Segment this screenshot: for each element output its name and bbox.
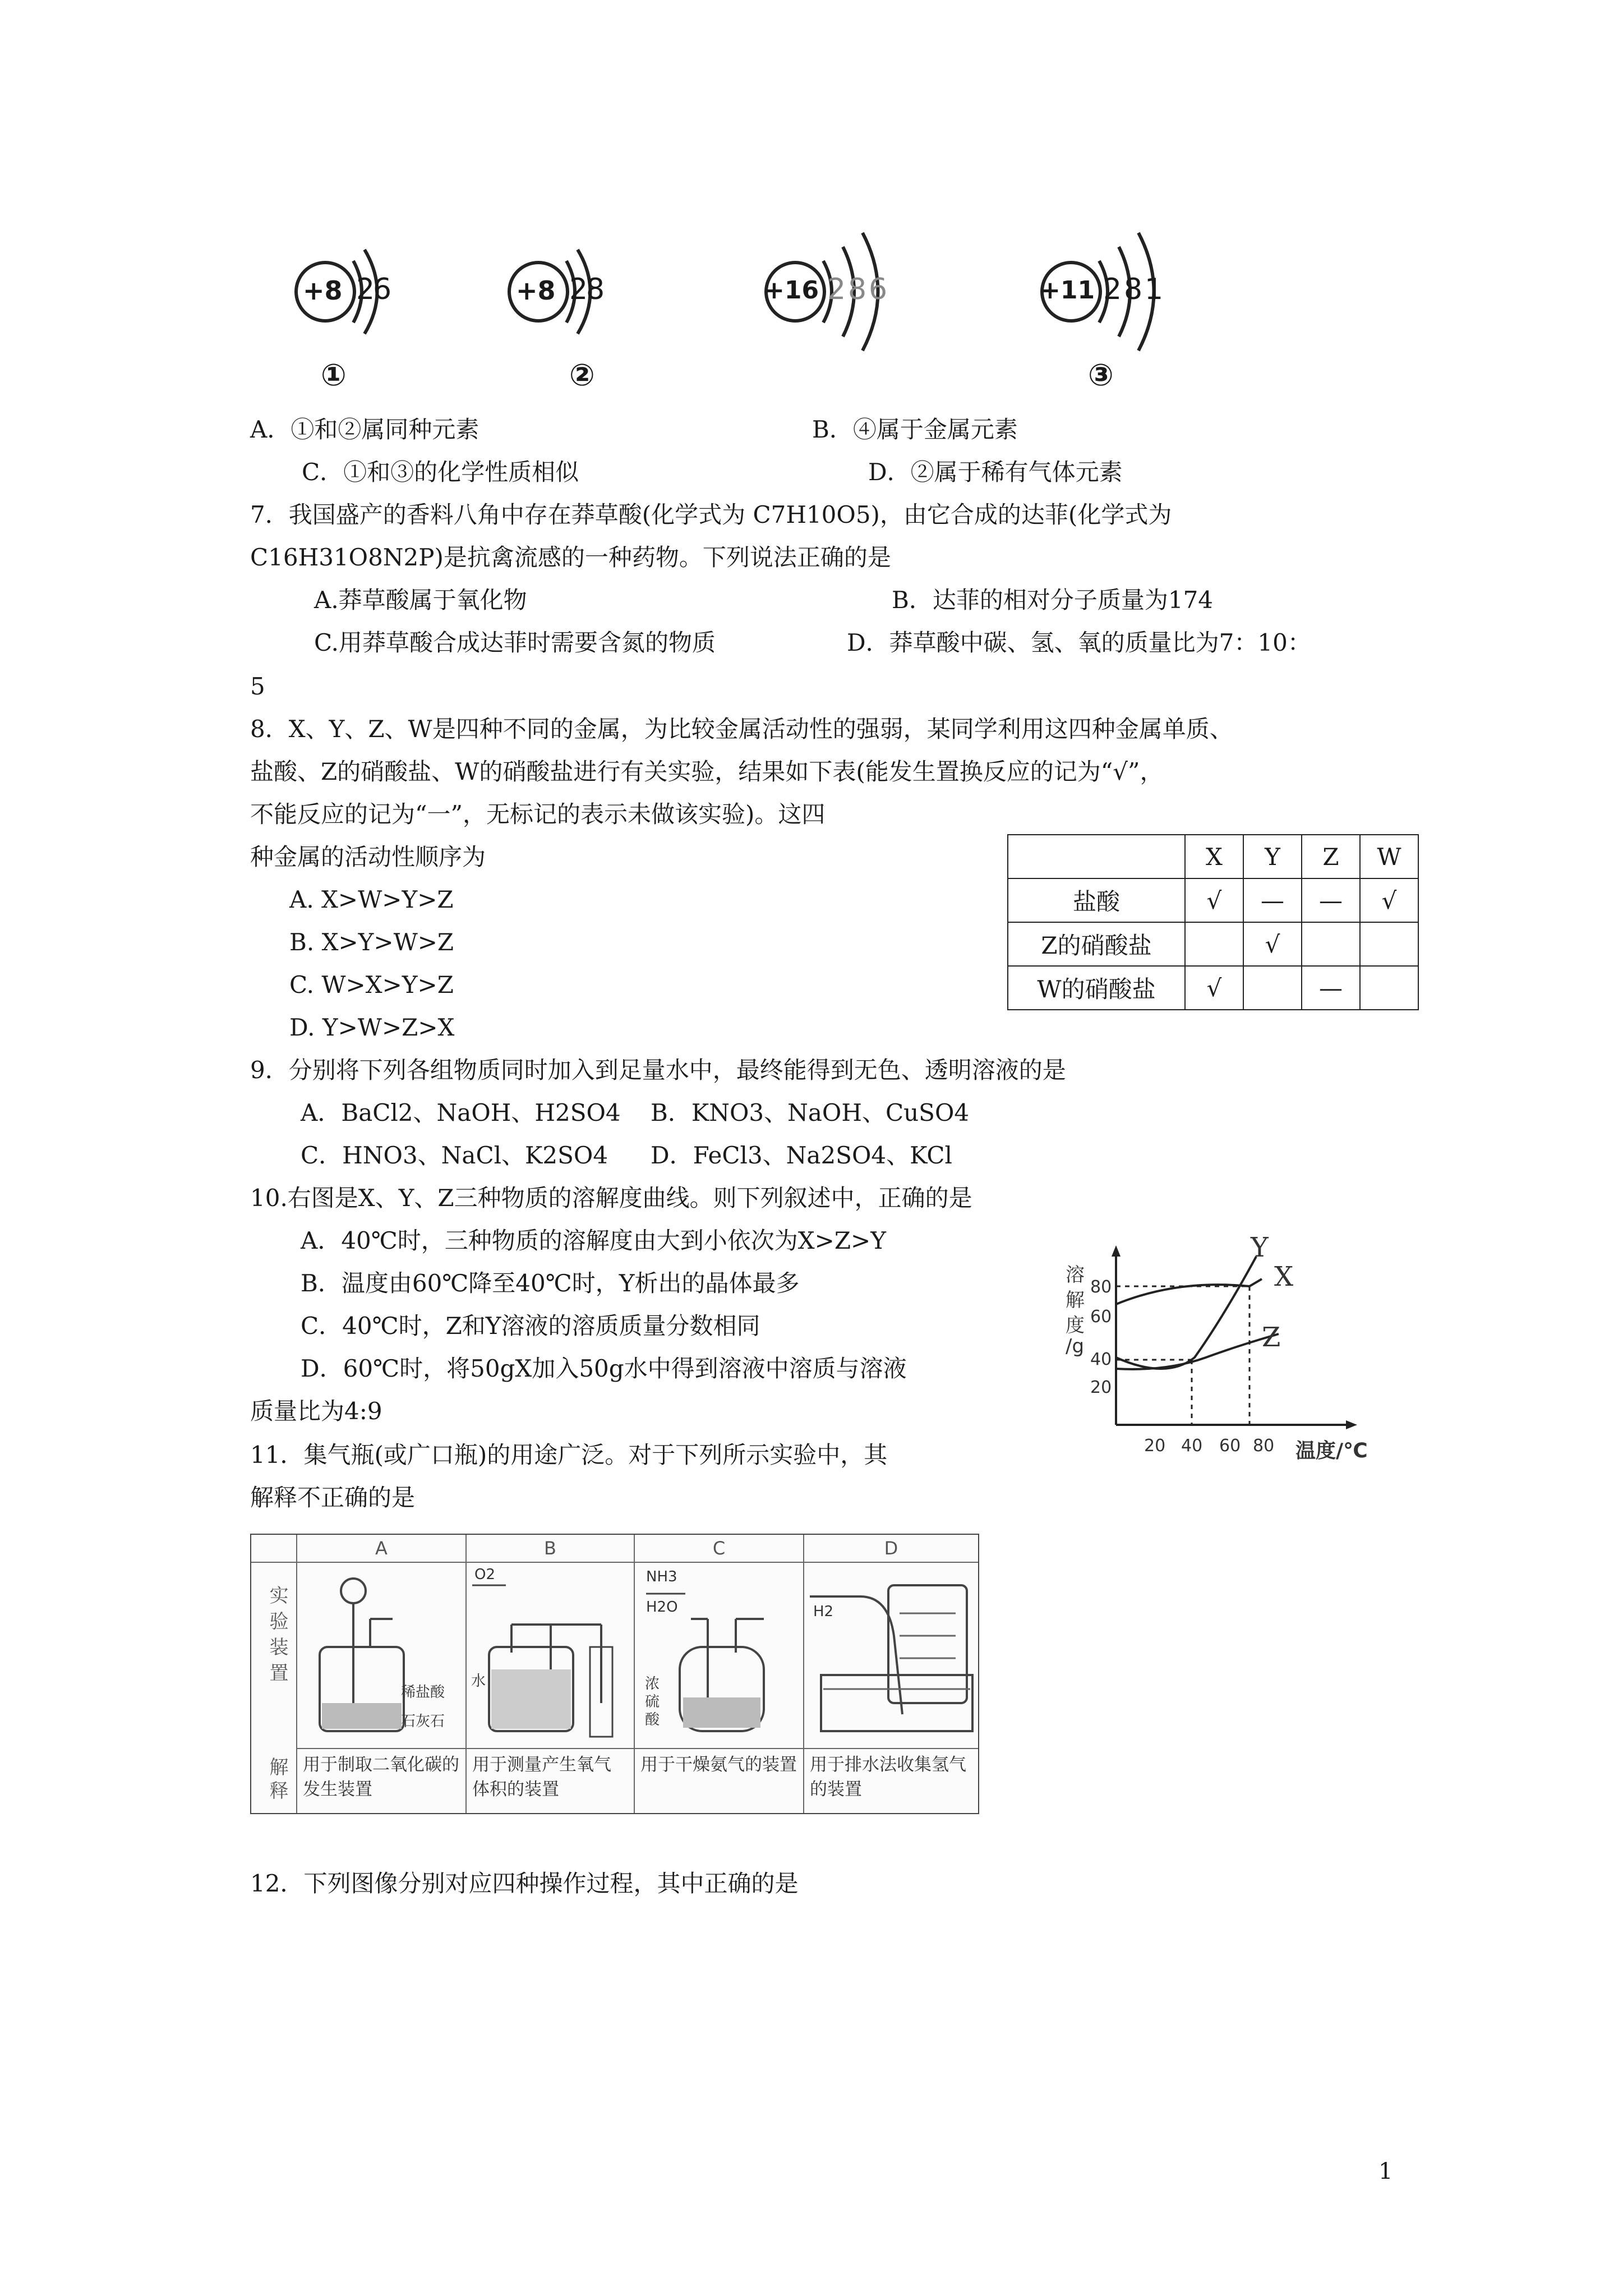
q9-stem: 9．分别将下列各组物质同时加入到足量水中，最终能得到无色、透明溶液的是 xyxy=(250,1056,1066,1084)
chart-ytick-60: 60 xyxy=(1090,1307,1112,1327)
label-h2o: H2O xyxy=(646,1599,678,1616)
device-c xyxy=(635,1563,803,1749)
atom1-label: ① xyxy=(321,357,347,393)
q8-stem-line3: 不能反应的记为“一”，无标记的表示未做该实验)。这四 xyxy=(250,800,826,828)
q8-option-b: B. X>Y>W>Z xyxy=(289,928,454,956)
col-c-letter: C xyxy=(635,1535,803,1563)
atom1-shell-2: 6 xyxy=(373,273,392,306)
atom2-nucleus: +8 xyxy=(516,275,556,306)
table-cell xyxy=(1185,922,1243,966)
table-cell: — xyxy=(1243,878,1302,922)
q9-option-c: C．HNO3、NaCl、K2SO4 xyxy=(301,1142,608,1169)
chart-ytick-40: 40 xyxy=(1090,1350,1112,1369)
curve-label-z: Z xyxy=(1262,1322,1281,1353)
label-h2: H2 xyxy=(813,1603,834,1620)
q7-option-b: B．达菲的相对分子质量为174 xyxy=(892,586,1214,614)
explain-d: 用于排水法收集氢气的装置 xyxy=(810,1755,966,1800)
chart-xtick-40: 40 xyxy=(1181,1436,1203,1456)
q6-option-a: A．①和②属同种元素 xyxy=(250,416,479,443)
table-cell: — xyxy=(1302,966,1360,1010)
table-row-head: W的硝酸盐 xyxy=(1008,966,1185,1010)
table-cell xyxy=(1302,922,1360,966)
atom4-shell-3: 1 xyxy=(1145,273,1164,306)
table-header-w: W xyxy=(1360,835,1418,878)
row-head-device: 实验装置 xyxy=(266,1585,288,1688)
table-header-z: Z xyxy=(1302,835,1360,878)
q10-option-a: A．40℃时，三种物质的溶解度由大到小依次为X>Z>Y xyxy=(301,1227,886,1254)
atom3-nucleus: +16 xyxy=(764,276,819,305)
page-number: 1 xyxy=(1378,2159,1393,2184)
explain-b: 用于测量产生氧气体积的装置 xyxy=(472,1755,611,1800)
atom1-shell-1: 2 xyxy=(356,273,375,306)
table-row-head: Z的硝酸盐 xyxy=(1008,922,1185,966)
label-o2: O2 xyxy=(474,1566,496,1583)
chart-ylabel-3: 度 xyxy=(1066,1314,1085,1337)
q8-option-c: C. W>X>Y>Z xyxy=(289,971,454,999)
device-d xyxy=(804,1563,978,1749)
atom3-shell-1: 2 xyxy=(827,273,846,306)
atom4-nucleus: +11 xyxy=(1040,276,1095,305)
q11-stem-line1: 11．集气瓶(或广口瓶)的用途广泛。对于下列所示实验中，其 xyxy=(250,1441,888,1469)
q7-stem-line2: C16H31O8N2P)是抗禽流感的一种药物。下列说法正确的是 xyxy=(250,544,891,571)
table-cell: √ xyxy=(1360,878,1418,922)
water-trough-d-icon xyxy=(804,1563,978,1748)
atom1-nucleus: +8 xyxy=(303,275,343,306)
atom2-shell-1: 2 xyxy=(569,273,588,306)
explain-c: 用于干燥氨气的装置 xyxy=(640,1755,797,1775)
col-b-letter: B xyxy=(467,1535,634,1563)
table-header-y: Y xyxy=(1243,835,1302,878)
table-cell: √ xyxy=(1185,966,1243,1010)
atom-diagram-1 xyxy=(280,222,426,367)
table-row-head: 盐酸 xyxy=(1008,878,1185,922)
table-cell: — xyxy=(1302,878,1360,922)
atom3-shell-3: 6 xyxy=(869,273,888,306)
table-row xyxy=(1008,966,1418,1010)
table-row xyxy=(1008,922,1418,966)
chart-ylabel-1: 溶 xyxy=(1066,1264,1085,1286)
table-header-x: X xyxy=(1185,835,1243,878)
table-row xyxy=(1008,878,1418,922)
atom2-shell-2: 8 xyxy=(586,273,605,306)
q7-option-c: C.用莽草酸合成达菲时需要含氮的物质 xyxy=(314,629,716,656)
table-cell xyxy=(1360,922,1418,966)
atom-diagram-2 xyxy=(494,222,639,367)
chart-xtick-80: 80 xyxy=(1253,1436,1275,1456)
explain-a: 用于制取二氧化碳的发生装置 xyxy=(303,1755,459,1800)
atom3-shell-2: 8 xyxy=(848,273,867,306)
chart-xtick-60: 60 xyxy=(1219,1436,1241,1456)
label-limestone: 石灰石 xyxy=(401,1713,445,1730)
reaction-table xyxy=(1007,834,1419,1010)
q6-option-d: D．②属于稀有气体元素 xyxy=(868,458,1123,486)
atom4-label: ③ xyxy=(1088,357,1114,393)
chart-xlabel: 温度/℃ xyxy=(1295,1439,1368,1462)
q9-option-a: A．BaCl2、NaOH、H2SO4 xyxy=(301,1099,621,1126)
q8-stem-line2: 盐酸、Z的硝酸盐、W的硝酸盐进行有关实验，结果如下表(能发生置换反应的记为“√”， xyxy=(250,758,1164,785)
apparatus-row-heads xyxy=(251,1535,297,1813)
label-nh3: NH3 xyxy=(646,1568,677,1585)
atom4-shell-1: 2 xyxy=(1103,273,1122,306)
device-b xyxy=(467,1563,634,1749)
curve-label-y: Y xyxy=(1251,1232,1269,1263)
q6-option-c: C．①和③的化学性质相似 xyxy=(302,458,579,486)
q9-option-b: B．KNO3、NaOH、CuSO4 xyxy=(651,1099,970,1126)
q7-option-d-cont: 5 xyxy=(250,673,265,700)
q10-option-b: B．温度由60℃降至40℃时，Y析出的晶体最多 xyxy=(301,1269,800,1297)
col-a-letter: A xyxy=(297,1535,465,1563)
q8-stem-line1: 8．X、Y、Z、W是四种不同的金属，为比较金属活动性的强弱，某同学利用这四种金属单质、 xyxy=(250,715,1233,743)
q10-option-d: D．60℃时，将50gX加入50g水中得到溶液中溶质与溶液 xyxy=(301,1355,907,1382)
chart-ytick-80: 80 xyxy=(1090,1277,1112,1297)
apparatus-col-b xyxy=(467,1535,635,1813)
q6-option-b: B．④属于金属元素 xyxy=(812,416,1018,443)
row-head-explain: 解释 xyxy=(266,1757,288,1804)
apparatus-col-d xyxy=(804,1535,978,1813)
q7-stem-line1: 7．我国盛产的香料八角中存在莽草酸(化学式为 C7H10O5)，由它合成的达菲(化学式为 xyxy=(250,501,1172,528)
q12-stem: 12．下列图像分别对应四种操作过程，其中正确的是 xyxy=(250,1870,799,1897)
q10-option-d-cont: 质量比为4:9 xyxy=(250,1397,382,1425)
table-cell xyxy=(1360,966,1418,1010)
q8-option-d: D. Y>W>Z>X xyxy=(289,1014,455,1041)
atom4-shell-2: 8 xyxy=(1124,273,1143,306)
table-cell: √ xyxy=(1243,922,1302,966)
q8-option-a: A. X>W>Y>Z xyxy=(289,886,454,913)
chart-ytick-20: 20 xyxy=(1090,1378,1112,1397)
table-cell xyxy=(1243,966,1302,1010)
label-conc-sulfuric: 浓硫酸 xyxy=(645,1676,660,1728)
label-water-b: 水 xyxy=(471,1673,486,1690)
q8-stem-line4: 种金属的活动性顺序为 xyxy=(250,843,486,871)
table-cell xyxy=(1008,835,1185,878)
table-cell: √ xyxy=(1185,878,1243,922)
q10-stem: 10.右图是X、Y、Z三种物质的溶解度曲线。则下列叙述中，正确的是 xyxy=(250,1184,972,1212)
curve-label-x: X xyxy=(1274,1261,1294,1292)
apparatus-table xyxy=(250,1534,979,1814)
label-hydrochloric-acid: 稀盐酸 xyxy=(401,1684,445,1701)
q10-option-c: C．40℃时，Z和Y溶液的溶质质量分数相同 xyxy=(301,1312,760,1340)
chart-ylabel-4: /g xyxy=(1066,1335,1085,1358)
gas-collection-b-icon xyxy=(467,1563,635,1748)
reaction-table-header xyxy=(1008,835,1418,878)
q9-option-d: D．FeCl3、Na2SO4、KCl xyxy=(651,1142,952,1169)
chart-xtick-20: 20 xyxy=(1144,1436,1166,1456)
q7-option-d: D．莽草酸中碳、氢、氧的质量比为7：10： xyxy=(847,629,1311,656)
apparatus-col-c xyxy=(635,1535,804,1813)
chart-ylabel-2: 解 xyxy=(1066,1289,1085,1312)
apparatus-col-a xyxy=(297,1535,467,1813)
col-d-letter: D xyxy=(804,1535,978,1563)
atom2-label: ② xyxy=(569,357,595,393)
q7-option-a: A.莽草酸属于氧化物 xyxy=(314,586,527,614)
device-a xyxy=(297,1563,465,1749)
q11-stem-line2: 解释不正确的是 xyxy=(250,1484,416,1511)
